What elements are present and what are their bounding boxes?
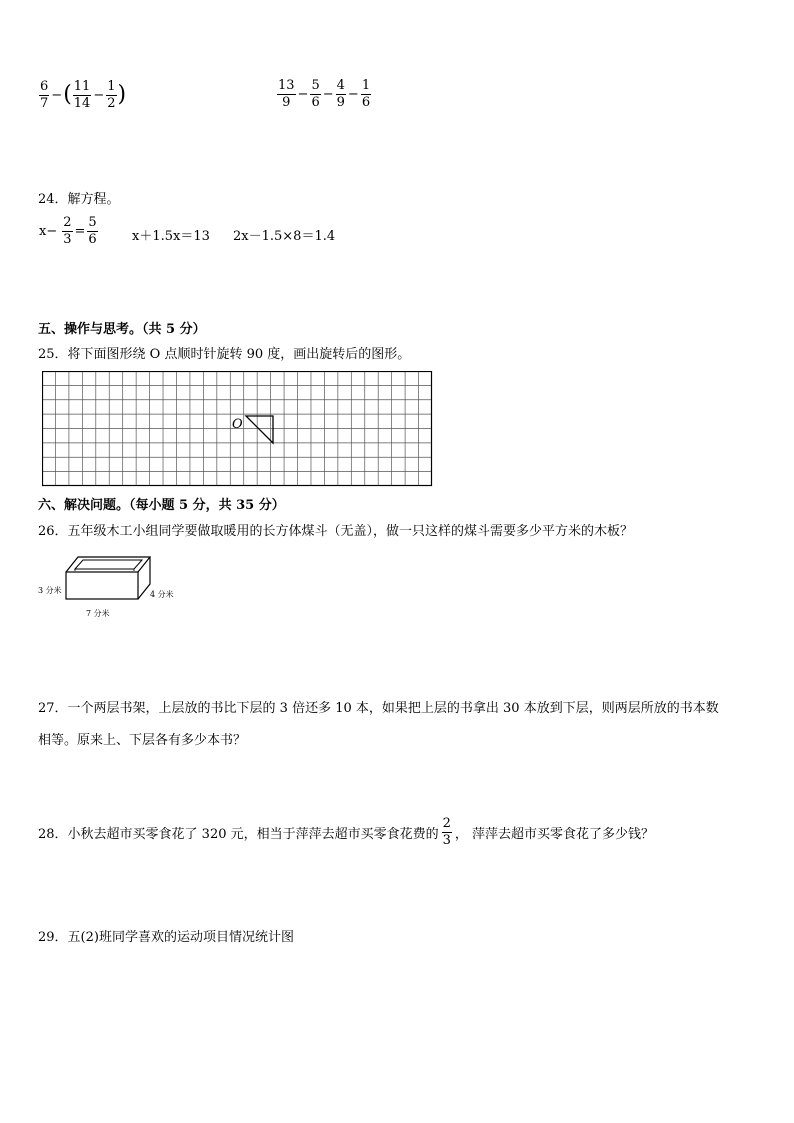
question-26: 26．五年级木工小组同学要做取暖用的长方体煤斗（无盖），做一只这样的煤斗需要多少平方米的木板？ <box>38 524 634 539</box>
box-right-face <box>138 557 150 599</box>
fraction: $\frac{6}{7}$ <box>40 78 49 111</box>
fraction: $\frac{4}{9}$ <box>336 78 345 110</box>
section-5-title: 五、操作与思考。（共 5 分） <box>38 322 206 337</box>
point-o-label: O <box>232 417 243 432</box>
equation-1: x− $\frac{2}{3}$ = $\frac{5}{6}$ <box>39 215 97 247</box>
fraction: $\frac{11}{14}$ <box>73 78 91 111</box>
question-24-title: 24．解方程。 <box>38 192 120 207</box>
width-label: 4 分米 <box>150 590 174 599</box>
rotation-grid <box>42 371 434 488</box>
section-6-title: 六、解决问题。（每小题 5 分，共 35 分） <box>38 498 285 513</box>
length-label: 7 分米 <box>86 609 110 618</box>
equation-2: x＋1.5x＝13 <box>132 229 210 244</box>
question-27-line-2: 相等。原来上、下层各有多少本书？ <box>38 733 247 748</box>
equation-3: 2x－1.5×8＝1.4 <box>233 229 336 244</box>
fraction: $\frac{2}{3}$ <box>63 215 72 247</box>
fraction: $\frac{1}{2}$ <box>107 78 116 111</box>
question-29: 29．五(2)班同学喜欢的运动项目情况统计图 <box>38 930 294 945</box>
calc-expression-2: $\frac{13}{9}$ − $\frac{5}{6}$ − $\frac{4}{9}$ − $\frac{1}{6}$ <box>278 78 371 110</box>
coal-box-diagram <box>38 552 188 622</box>
fraction: $\frac{1}{6}$ <box>361 78 371 110</box>
height-label: 3 分米 <box>38 586 62 595</box>
question-28-part-1: 28．小秋去超市买零食花了 320 元，相当于萍萍去超市买零食花费的 <box>38 827 439 842</box>
triangle-shape <box>246 416 273 443</box>
question-28 <box>38 816 654 849</box>
fraction: $\frac{5}{6}$ <box>88 215 97 247</box>
fraction: $\frac{5}{6}$ <box>311 78 320 110</box>
question-27-line-1: 27．一个两层书架，上层放的书比下层的 3 倍还多 10 本，如果把上层的书拿出 30 本放到下层，则两层所放的书本数 <box>38 701 719 716</box>
box-opening <box>75 560 142 569</box>
fraction: $\frac{2}{3}$ <box>442 816 451 848</box>
question-28-part-2: ， 萍萍去超市买零食花了多少钱？ <box>454 827 655 842</box>
fraction: $\frac{13}{9}$ <box>278 78 295 110</box>
question-25: 25．将下面图形绕 O 点顺时针旋转 90 度，画出旋转后的图形。 <box>38 347 411 362</box>
calc-expression-1: $\frac{6}{7}$ − ( $\frac{11}{14}$ − $\frac{1}{2}$ ) <box>40 78 127 111</box>
box-front-face <box>66 572 138 599</box>
